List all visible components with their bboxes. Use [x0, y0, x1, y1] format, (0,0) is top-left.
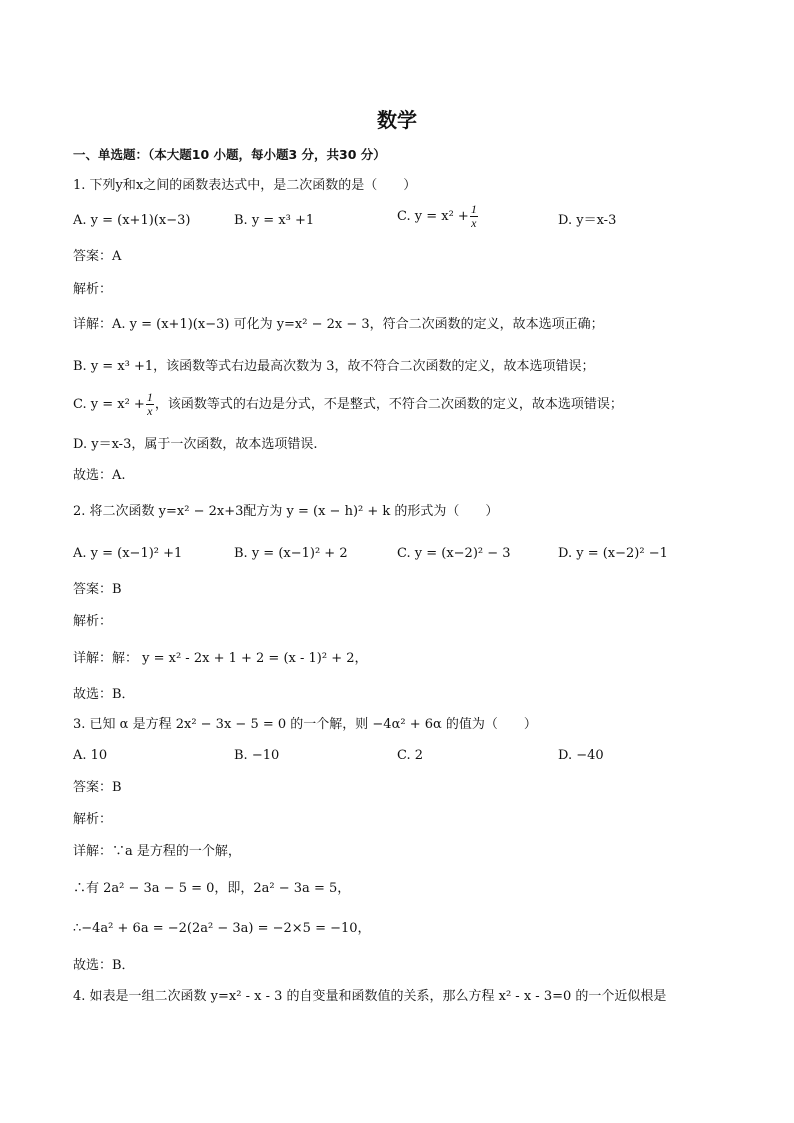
fraction-numerator: 1 [146, 390, 153, 404]
q3-answer: 答案：B [73, 780, 122, 795]
q1-option-b: B. y = x³ +1 [234, 213, 315, 228]
q3-analysis-label: 解析： [73, 812, 113, 827]
q1-choose: 故选：A. [73, 468, 126, 483]
q1-detail-d: D. y＝x-3，属于一次函数，故本选项错误. [73, 437, 318, 452]
fraction-numerator: 1 [470, 202, 477, 216]
q2-stem: 2. 将二次函数 y=x² − 2x+3配方为 y = (x − h)² + k 的形式为（ ） [73, 504, 499, 519]
q1-detail-c-rest: ，该函数等式的右边是分式，不是整式，不符合二次函数的定义，故本选项错误； [154, 397, 623, 412]
q3-choose: 故选：B． [73, 958, 135, 973]
q3-option-d: D. −40 [558, 748, 604, 763]
q1-detail-c-text: C. y = x² + [73, 397, 145, 412]
q2-option-c: C. y = (x−2)² − 3 [397, 546, 511, 561]
section-heading: 一、单选题：（本大题10 小题，每小题3 分，共30 分） [73, 147, 386, 162]
q2-detail: 详解：解： y = x² - 2x + 1 + 2 = (x - 1)² + 2， [73, 651, 368, 666]
fraction-denominator: x [471, 216, 477, 230]
q3-detail-1: 详解：∵a 是方程的一个解， [73, 844, 241, 859]
q3-detail-3: ∴−4a² + 6a = −2(2a² − 3a) = −2×5 = −10， [73, 921, 371, 936]
q1-option-c-fraction [470, 203, 478, 230]
q2-analysis-label: 解析： [73, 614, 113, 629]
fraction-denominator: x [147, 404, 153, 418]
q1-option-a: A. y = (x+1)(x−3) [73, 213, 191, 228]
q3-stem: 3. 已知 α 是方程 2x² − 3x − 5 = 0 的一个解，则 −4α² + 6α 的值为（ ） [73, 717, 537, 732]
q2-option-b: B. y = (x−1)² + 2 [234, 546, 348, 561]
q3-option-a: A. 10 [73, 748, 108, 763]
q1-detail-b: B. y = x³ +1，该函数等式右边最高次数为 3，故不符合二次函数的定义，故本选项错误； [73, 359, 595, 374]
q2-option-d: D. y = (x−2)² −1 [558, 546, 668, 561]
q1-option-c [397, 203, 479, 230]
q2-option-a: A. y = (x−1)² +1 [73, 546, 183, 561]
q1-answer: 答案：A [73, 249, 122, 264]
q1-option-c-text: C. y = x² + [397, 209, 469, 224]
q2-answer: 答案：B [73, 582, 122, 597]
q1-detail-c [73, 391, 623, 418]
q3-option-c: C. 2 [397, 748, 424, 763]
page-title: 数学 [377, 108, 417, 132]
q3-detail-2: ∴有 2a² − 3a − 5 = 0，即，2a² − 3a = 5， [73, 881, 351, 896]
q1-detail-c-fraction [146, 391, 154, 418]
q1-analysis-label: 解析： [73, 282, 113, 297]
q1-option-d: D. y＝x-3 [558, 213, 617, 228]
q1-stem: 1. 下列y和x之间的函数表达式中，是二次函数的是（ ） [73, 178, 417, 193]
q3-option-b: B. −10 [234, 748, 280, 763]
q1-detail-a: 详解：A. y = (x+1)(x−3) 可化为 y=x² − 2x − 3，符合二次函数的定义，故本选项正确； [73, 317, 604, 332]
q4-stem: 4. 如表是一组二次函数 y=x² - x - 3 的自变量和函数值的关系，那么方程 x² - x - 3=0 的一个近似根是 [73, 989, 667, 1004]
q2-choose: 故选：B． [73, 687, 135, 702]
